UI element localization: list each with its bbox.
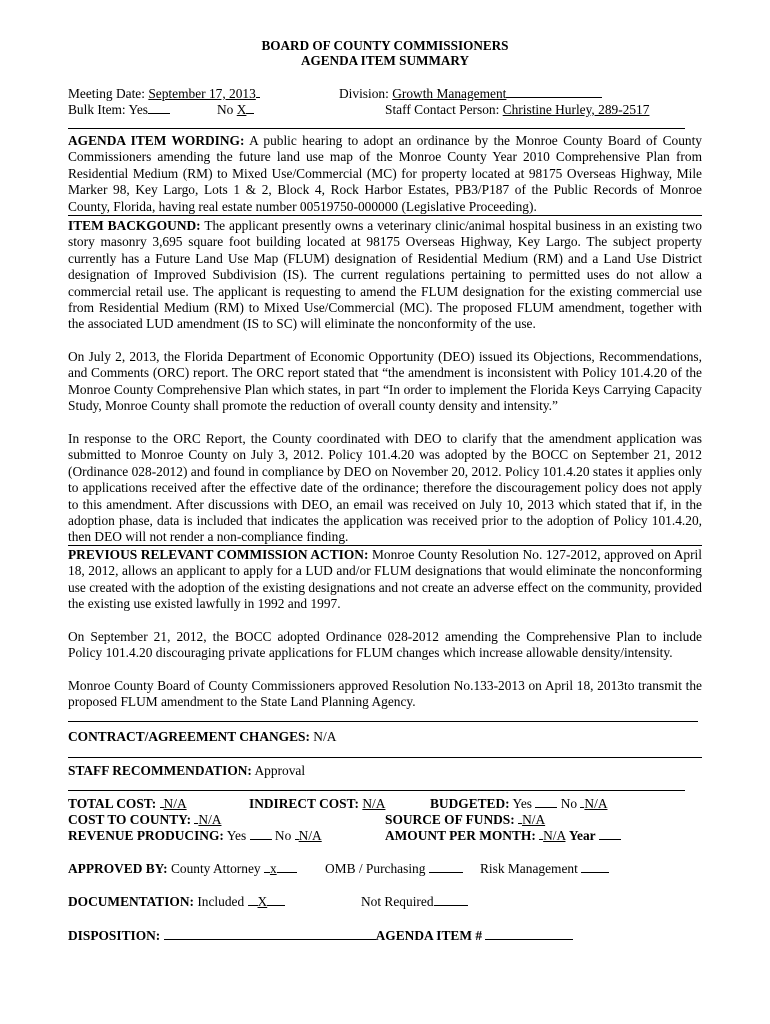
cost-to-county-label: COST TO COUNTY: xyxy=(68,812,192,827)
budgeted-label: BUDGETED: xyxy=(430,796,510,811)
indirect-cost xyxy=(249,796,385,812)
documentation xyxy=(68,894,285,910)
background-paragraph-2: On July 2, 2013, the Florida Department of Economic Opportunity (DEO) issued its Objections, Recommendations, and Comments (ORC) report. The ORC report stated that “the amendment is inconsistent with Policy 101.4.20 of the Monroe County Comprehensive Plan which states, in part “In order to implement the Florida Keys Carrying Capacity Study, Monroe County shall promote the reduction of overall county density and intensity.” xyxy=(68,349,702,414)
agenda-item-label: AGENDA ITEM # xyxy=(375,928,483,943)
background-label: ITEM BACKGOUND: xyxy=(68,218,201,233)
revenue-no: No xyxy=(274,828,292,843)
divider xyxy=(68,128,685,129)
bulk-item-label: Bulk Item: xyxy=(68,102,126,117)
included-value: X xyxy=(257,894,268,909)
revenue-no-value: N/A xyxy=(298,828,322,843)
risk-management xyxy=(480,861,609,877)
previous-action xyxy=(68,547,702,613)
bulk-no-value: X xyxy=(236,102,247,117)
previous-p1: Monroe County Resolution No. 127-2012, approved on April 18, 2012, allows an applicant to apply for a LUD and/or FLUM designations that would eliminate the nonconforming use created with the adoption of the existing designations and not create an adverse effect on the community, provided the existing use existed lawfully in 1992 and 1997. xyxy=(68,547,702,612)
contract-changes xyxy=(68,729,336,745)
budgeted-no: No xyxy=(560,796,578,811)
cost-to-county xyxy=(68,812,221,828)
omb-label: OMB / Purchasing xyxy=(325,861,426,876)
bulk-no-label: No xyxy=(217,102,234,117)
meeting-date xyxy=(68,86,260,102)
divider xyxy=(68,721,698,722)
total-cost-value: N/A xyxy=(163,796,187,811)
revenue-producing xyxy=(68,828,322,844)
header-title: BOARD OF COUNTY COMMISSIONERS xyxy=(261,38,509,53)
total-cost-label: TOTAL COST: xyxy=(68,796,157,811)
source-of-funds-value: N/A xyxy=(522,812,546,827)
budgeted-yes: Yes xyxy=(512,796,532,811)
division-label: Division: xyxy=(339,86,389,101)
not-required-label: Not Required xyxy=(361,894,434,909)
item-background xyxy=(68,218,702,333)
wording-text: A public hearing to adopt an ordinance by the Monroe County Board of County Commissioners amending the future land use map of the Monroe County Year 2010 Comprehensive Plan from Residential Medium (RM) to Mixed Use/Commercial (MC) for property located at 98175 Overseas Highway, Mile Marker 98, Key Largo, Lots 1 & 2, Block 4, Rock Harbor Estates, PB3/P187 of the Public Records of Monroe County, Florida, having real estate number 00519750-000000 (Legislative Proceeding). xyxy=(68,133,703,214)
budgeted xyxy=(430,796,607,812)
meeting-date-value: September 17, 2013 xyxy=(148,86,256,101)
indirect-cost-value: N/A xyxy=(362,796,386,811)
disposition-label: DISPOSITION: xyxy=(68,928,161,943)
bulk-item xyxy=(68,102,170,118)
contract-value: N/A xyxy=(313,729,337,744)
approved-label: APPROVED BY: xyxy=(68,861,168,876)
documentation-label: DOCUMENTATION: xyxy=(68,894,194,909)
division xyxy=(339,86,602,102)
divider xyxy=(68,757,702,758)
previous-paragraph-2: On September 21, 2012, the BOCC adopted Ordinance 028-2012 amending the Comprehensive Plan to include Policy 101.4.20 discouraging private applications for FLUM changes which increase allowable density/intensity. xyxy=(68,629,702,661)
indirect-cost-label: INDIRECT COST: xyxy=(249,796,360,811)
divider xyxy=(68,790,685,791)
staff-contact xyxy=(385,102,649,118)
risk-label: Risk Management xyxy=(480,861,578,876)
agenda-item-wording xyxy=(68,133,702,215)
previous-label: PREVIOUS RELEVANT COMMISSION ACTION: xyxy=(68,547,369,562)
bulk-yes-label: Yes xyxy=(128,102,148,117)
division-value: Growth Management xyxy=(392,86,507,101)
source-of-funds-label: SOURCE OF FUNDS: xyxy=(385,812,515,827)
staff-contact-label: Staff Contact Person: xyxy=(385,102,500,117)
budgeted-no-value: N/A xyxy=(584,796,608,811)
bulk-yes-blank xyxy=(148,113,170,114)
county-attorney-value: x xyxy=(269,861,277,876)
meeting-date-label: Meeting Date: xyxy=(68,86,145,101)
omb-purchasing xyxy=(325,861,463,877)
staff-rec-label: STAFF RECOMMENDATION: xyxy=(68,763,252,778)
previous-paragraph-3: Monroe County Board of County Commissioners approved Resolution No.133-2013 on April 18, 2013to transmit the proposed FLUM amendment to the State Land Planning Agency. xyxy=(68,678,702,710)
wording-label: AGENDA ITEM WORDING: xyxy=(68,133,245,148)
disposition xyxy=(68,928,573,944)
cost-to-county-value: N/A xyxy=(198,812,222,827)
year-label: Year xyxy=(568,828,596,843)
approved-by xyxy=(68,861,297,877)
bulk-no xyxy=(217,102,254,118)
background-paragraph-3: In response to the ORC Report, the County coordinated with DEO to clarify that the amendment application was submitted to Monroe County on July 3, 2012. Policy 101.4.20 was adopted by the BOCC on September 21, 2012 (Ordinance 028-2012) and found in compliance by DEO on November 20, 2012. Policy 101.4.20 states it applies only to applications received after the effective date of the ordinance; therefore the discouragement policy does not apply to this amendment. After discussions with DEO, an email was received on July 10, 2013 which stated that if, in the adoption phase, data is included that indicates the application was received prior to the adoption of Policy 101.4.20, then DEO will not render a non-compliance finding. xyxy=(68,431,702,545)
included-label: Included xyxy=(197,894,245,909)
county-attorney-label: County Attorney xyxy=(170,861,261,876)
background-p1: The applicant presently owns a veterinary clinic/animal hospital business in an existing two story masonry 3,695 square foot building located at 98175 Overseas Highway, Key Largo. The subject property currently has a Future Land Use Map (FLUM) designation of Residential Medium (RM) and a Land Use District designation of Improved Subdivision (IS). The current regulations pertaining to permitted uses do not allow a commercial retail use. The applicant is requesting to amend the FLUM designation for the existing commercial use from Residential Medium (RM) to Mixed Use/Commercial (MC). The proposed FLUM amendment, together with the associated LUD amendment (IS to SC) will eliminate the nonconformity of the use. xyxy=(68,218,702,332)
revenue-yes: Yes xyxy=(226,828,247,843)
staff-contact-value: Christine Hurley, 289-2517 xyxy=(502,102,650,117)
staff-recommendation xyxy=(68,763,305,779)
divider xyxy=(68,545,702,546)
source-of-funds xyxy=(385,812,545,828)
divider xyxy=(68,215,702,216)
staff-rec-value: Approval xyxy=(254,763,306,778)
amount-per-month-value: N/A xyxy=(543,828,566,843)
contract-label: CONTRACT/AGREEMENT CHANGES: xyxy=(68,729,310,744)
revenue-label: REVENUE PRODUCING: xyxy=(68,828,224,843)
not-required xyxy=(361,894,468,910)
header-subtitle: AGENDA ITEM SUMMARY xyxy=(300,53,470,68)
amount-per-month-label: AMOUNT PER MONTH xyxy=(385,828,532,843)
amount-per-month: AMOUNT PER MONTH: N/A Year xyxy=(385,828,621,844)
total-cost xyxy=(68,796,187,812)
